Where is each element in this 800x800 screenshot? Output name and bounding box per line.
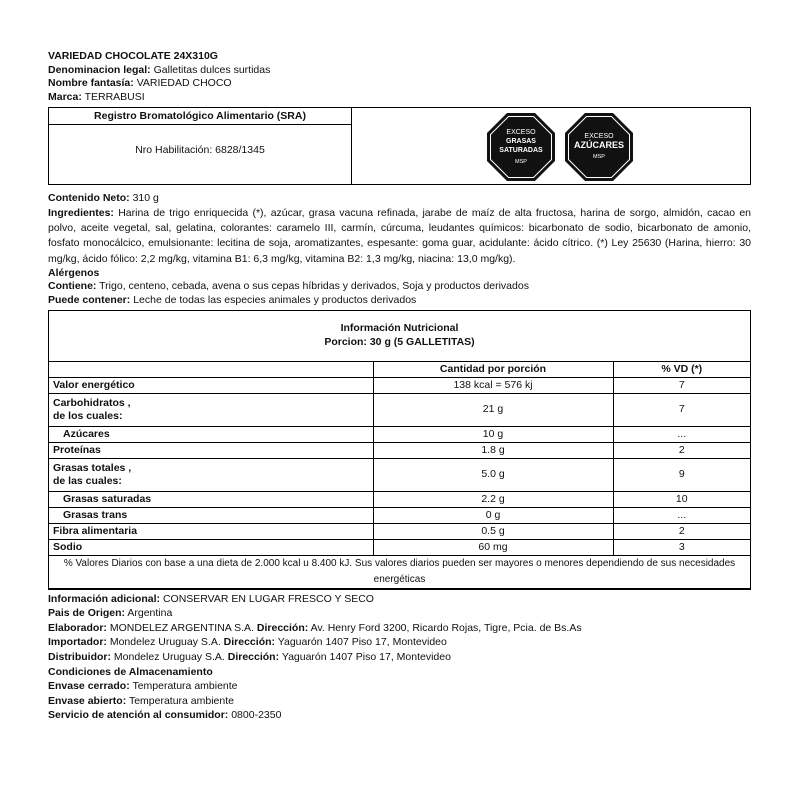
table-row bbox=[49, 426, 750, 442]
importer-address-label: Dirección: bbox=[223, 636, 276, 649]
footnote-row bbox=[49, 555, 750, 588]
nutrient-label: Fibra alimentaria bbox=[49, 523, 373, 539]
nutrient-qty: 0 g bbox=[373, 507, 613, 523]
table-row bbox=[49, 507, 750, 523]
origin-row bbox=[48, 606, 751, 621]
nutrient-vd: 2 bbox=[613, 523, 750, 539]
legal-name-row bbox=[48, 64, 751, 78]
table-row bbox=[49, 442, 750, 458]
nutrient-label bbox=[49, 458, 373, 491]
nutrient-qty: 5.0 g bbox=[373, 458, 613, 491]
contains-value: Trigo, centeno, cebada, avena o sus cepas híbridas y derivados, Soja y productos derivados bbox=[99, 280, 529, 293]
nutrient-label-line2: de las cuales: bbox=[53, 474, 122, 487]
legal-name-value: Galletitas dulces surtidas bbox=[153, 63, 271, 76]
nutrition-grid bbox=[49, 362, 750, 589]
maker-row bbox=[48, 621, 751, 636]
seal-2-line2: AZÚCARES bbox=[573, 140, 624, 151]
registry-cell bbox=[49, 108, 352, 184]
nutrition-footnote: % Valores Diarios con base a una dieta de 2.000 kcal u 8.400 kJ. Sus valores diarios pueden ser mayores o menores dependiendo de sus necesidades energéticas bbox=[49, 555, 750, 588]
may-contain-label: Puede contener: bbox=[48, 293, 131, 306]
additional-info bbox=[48, 592, 751, 723]
nutrient-label: Valor energético bbox=[49, 377, 373, 393]
seal-1-line3: SATURADAS bbox=[499, 146, 543, 154]
nutrient-qty: 10 g bbox=[373, 426, 613, 442]
importer-address-value: Yaguarón 1407 Piso 17, Montevideo bbox=[277, 636, 447, 649]
nutrition-column-headers bbox=[49, 362, 750, 378]
distributor-label: Distribuidor: bbox=[48, 650, 111, 663]
nutrient-label-line1: Carbohidratos , bbox=[53, 396, 131, 409]
origin-label: Pais de Origen: bbox=[48, 607, 126, 620]
fantasy-name-row bbox=[48, 77, 751, 91]
seal-1-line2: GRASAS bbox=[506, 137, 536, 145]
nutrient-label: Grasas saturadas bbox=[49, 491, 373, 507]
nutrient-qty: 0.5 g bbox=[373, 523, 613, 539]
nutrient-label bbox=[49, 393, 373, 426]
seal-1-line1: EXCESO bbox=[506, 128, 536, 136]
nutrient-vd: 7 bbox=[613, 377, 750, 393]
maker-label: Elaborador: bbox=[48, 621, 107, 634]
registry-box bbox=[48, 107, 751, 185]
table-row bbox=[49, 377, 750, 393]
net-content-label: Contenido Neto: bbox=[48, 192, 130, 205]
open-package-label: Envase abierto: bbox=[48, 694, 127, 707]
nutrient-vd: ... bbox=[613, 507, 750, 523]
fantasy-name-value: VARIEDAD CHOCO bbox=[136, 77, 232, 90]
ingredients-paragraph bbox=[48, 206, 751, 267]
contains-row bbox=[48, 280, 751, 294]
registry-number: Nro Habilitación: 6828/1345 bbox=[135, 144, 265, 157]
brand-label: Marca: bbox=[48, 90, 82, 103]
importer-label: Importador: bbox=[48, 636, 107, 649]
sugar-warning-seal bbox=[564, 112, 634, 182]
open-package-row bbox=[48, 694, 751, 709]
warning-seals-cell bbox=[352, 108, 750, 184]
importer-row bbox=[48, 635, 751, 650]
brand-value: TERRABUSI bbox=[84, 90, 145, 103]
table-row bbox=[49, 491, 750, 507]
table-row bbox=[49, 523, 750, 539]
nutrient-label-line2: de los cuales: bbox=[53, 409, 123, 422]
consumer-service-row bbox=[48, 708, 751, 723]
distributor-address-value: Yaguarón 1407 Piso 17, Montevideo bbox=[281, 650, 451, 663]
maker-address-value: Av. Henry Ford 3200, Ricardo Rojas, Tigre, Pcia. de Bs.As bbox=[310, 621, 582, 634]
may-contain-value: Leche de todas las especies animales y productos derivados bbox=[133, 293, 417, 306]
nutrient-label: Grasas trans bbox=[49, 507, 373, 523]
net-content-row bbox=[48, 192, 751, 206]
nutrient-label: Azúcares bbox=[49, 426, 373, 442]
maker-value: MONDELEZ ARGENTINA S.A. bbox=[109, 621, 254, 634]
maker-address-label: Dirección: bbox=[256, 621, 309, 634]
distributor-address-label: Dirección: bbox=[227, 650, 280, 663]
nutrition-header bbox=[49, 311, 750, 362]
closed-package-value: Temperatura ambiente bbox=[132, 680, 238, 693]
importer-value: Mondelez Uruguay S.A. bbox=[109, 636, 221, 649]
seal-1-footer: MSP bbox=[515, 158, 527, 165]
consumer-service-label: Servicio de atención al consumidor: bbox=[48, 709, 229, 722]
nutrient-qty: 60 mg bbox=[373, 539, 613, 555]
distributor-value: Mondelez Uruguay S.A. bbox=[113, 650, 225, 663]
net-content-value: 310 g bbox=[132, 192, 159, 205]
allergens-heading: Alérgenos bbox=[48, 266, 100, 279]
contains-label: Contiene: bbox=[48, 280, 97, 293]
additional-info-row bbox=[48, 592, 751, 607]
additional-info-value: CONSERVAR EN LUGAR FRESCO Y SECO bbox=[162, 592, 374, 605]
nutrient-vd: 10 bbox=[613, 491, 750, 507]
nutrient-qty: 21 g bbox=[373, 393, 613, 426]
product-label-sheet bbox=[48, 50, 751, 723]
closed-package-row bbox=[48, 679, 751, 694]
nutrient-vd: 3 bbox=[613, 539, 750, 555]
ingredients-value: Harina de trigo enriquecida (*), azúcar, grasa vacuna refinada, jarabe de maíz de alta fructosa, harina de sorgo, almidón, cacao en polvo, aceite vegetal, sal, gelatina, colorantes: caramelo III, carmín, cúrcuma, leudantes químicos: bicarbonato de sodio, bicarbonato de amonio, fosfato monocálcico, emulsionante: lecitina de soja, aromatizantes, espesante: goma guar, acidulante: ácido cítrico. (*) Ley 25630 (Harina, hierro: 30 mg/kg, ácido fólico: 2,2 mg/kg, vitamina B1: 6,3 mg/kg, vitamina B2: 1,3 mg/kg, niacina: 13,0 mg/kg). bbox=[48, 206, 752, 265]
nutrient-vd: 7 bbox=[613, 393, 750, 426]
may-contain-row bbox=[48, 294, 751, 308]
storage-heading: Condiciones de Almacenamiento bbox=[48, 665, 213, 678]
origin-value: Argentina bbox=[127, 607, 173, 620]
distributor-row bbox=[48, 650, 751, 665]
saturated-fat-warning-seal bbox=[486, 112, 556, 182]
closed-package-label: Envase cerrado: bbox=[48, 680, 130, 693]
table-row bbox=[49, 393, 750, 426]
empty-header-cell bbox=[49, 362, 373, 378]
brand-row bbox=[48, 91, 751, 105]
nutrient-qty: 138 kcal = 576 kj bbox=[373, 377, 613, 393]
nutrient-vd: 9 bbox=[613, 458, 750, 491]
nutrition-title: Información Nutricional bbox=[340, 321, 459, 334]
nutrient-vd: ... bbox=[613, 426, 750, 442]
registry-heading: Registro Bromatológico Alimentario (SRA) bbox=[49, 108, 351, 125]
nutrient-qty: 2.2 g bbox=[373, 491, 613, 507]
fantasy-name-label: Nombre fantasía: bbox=[48, 77, 134, 90]
nutrition-portion: Porcion: 30 g (5 GALLETITAS) bbox=[324, 335, 475, 348]
vd-column-header: % VD (*) bbox=[613, 362, 750, 378]
nutrition-table bbox=[48, 310, 751, 590]
consumer-service-value: 0800-2350 bbox=[231, 709, 282, 722]
nutrient-label: Sodio bbox=[49, 539, 373, 555]
product-title: VARIEDAD CHOCOLATE 24X310G bbox=[48, 50, 218, 62]
table-row bbox=[49, 458, 750, 491]
nutrient-label: Proteínas bbox=[49, 442, 373, 458]
seal-2-line1: EXCESO bbox=[584, 133, 614, 141]
table-row bbox=[49, 539, 750, 555]
ingredients-label: Ingredientes: bbox=[48, 206, 114, 219]
open-package-value: Temperatura ambiente bbox=[128, 694, 234, 707]
nutrient-label-line1: Grasas totales , bbox=[53, 461, 132, 474]
nutrient-vd: 2 bbox=[613, 442, 750, 458]
seal-2-footer: MSP bbox=[593, 154, 605, 161]
legal-name-label: Denominacion legal: bbox=[48, 63, 151, 76]
additional-info-label: Información adicional: bbox=[48, 592, 161, 605]
qty-column-header: Cantidad por porción bbox=[373, 362, 613, 378]
nutrient-qty: 1.8 g bbox=[373, 442, 613, 458]
